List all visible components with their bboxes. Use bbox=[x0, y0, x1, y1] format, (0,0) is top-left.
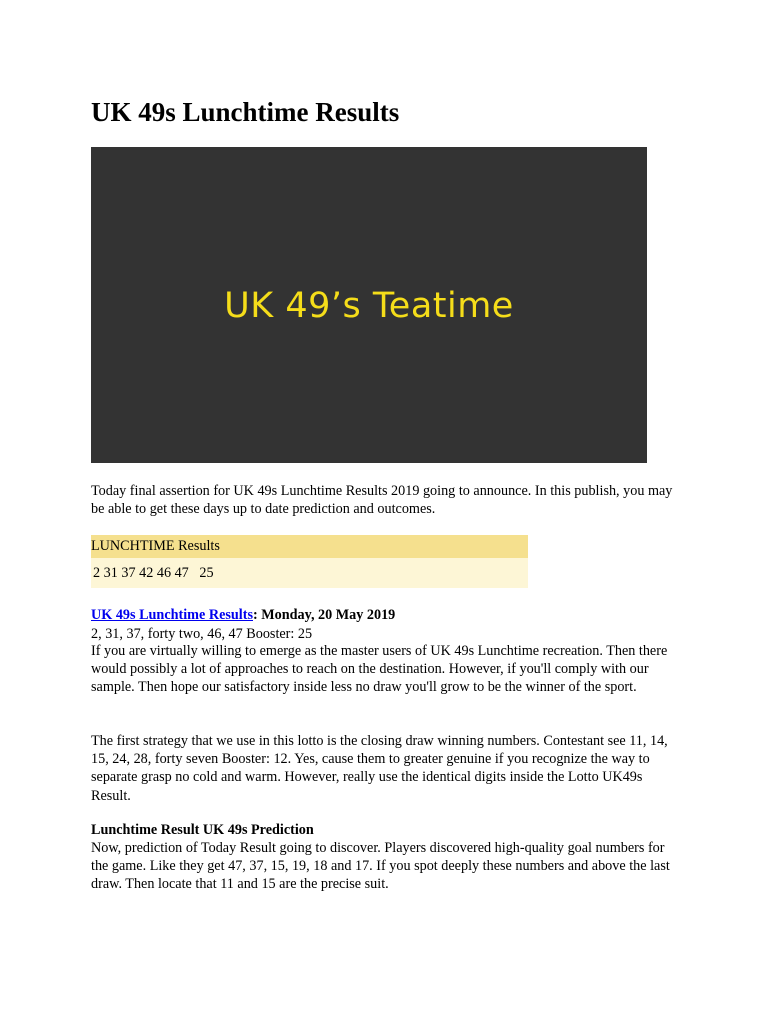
banner-text: UK 49’s Teatime bbox=[224, 286, 514, 326]
results-table-row: 2 31 37 42 46 47 25 bbox=[91, 558, 528, 588]
draw-date: : Monday, 20 May 2019 bbox=[253, 607, 396, 623]
banner-image bbox=[91, 147, 647, 463]
results-table bbox=[91, 535, 528, 588]
draw-heading bbox=[91, 606, 395, 624]
prediction-heading: Lunchtime Result UK 49s Prediction bbox=[91, 822, 314, 838]
paragraph-strategy-intro: If you are virtually willing to emerge as the master users of UK 49s Lunchtime recreation. Then there would possibly a lot of approaches to reach on the destination. However, if you'll comply with our sample. Then hope our satisfactory inside less no draw you'll grow to be the winner of the sport. bbox=[91, 643, 668, 696]
results-link[interactable]: UK 49s Lunchtime Results bbox=[91, 607, 253, 623]
results-table-header: LUNCHTIME Results bbox=[91, 535, 528, 558]
intro-paragraph: Today final assertion for UK 49s Lunchtime Results 2019 going to announce. In this publish, you may be able to get these days up to date prediction and outcomes. bbox=[91, 483, 673, 518]
page-title: UK 49s Lunchtime Results bbox=[91, 97, 400, 127]
draw-numbers: 2, 31, 37, forty two, 46, 47 Booster: 25 bbox=[91, 626, 313, 642]
paragraph-prediction: Now, prediction of Today Result going to discover. Players discovered high-quality goal numbers for the game. Like they get 47, 37, 15, 19, 18 and 17. If you spot deeply these numbers and above the last draw. Then locate that 11 and 15 are the precise suit. bbox=[91, 840, 670, 893]
paragraph-first-strategy: The first strategy that we use in this lotto is the closing draw winning numbers. Contestant see 11, 14, 15, 24, 28, forty seven Booster: 12. Yes, cause them to greater genuine if you recognize the way to separate grasp no cold and warm. However, really use the identical digits inside the Lotto UK49s Result. bbox=[91, 733, 668, 804]
